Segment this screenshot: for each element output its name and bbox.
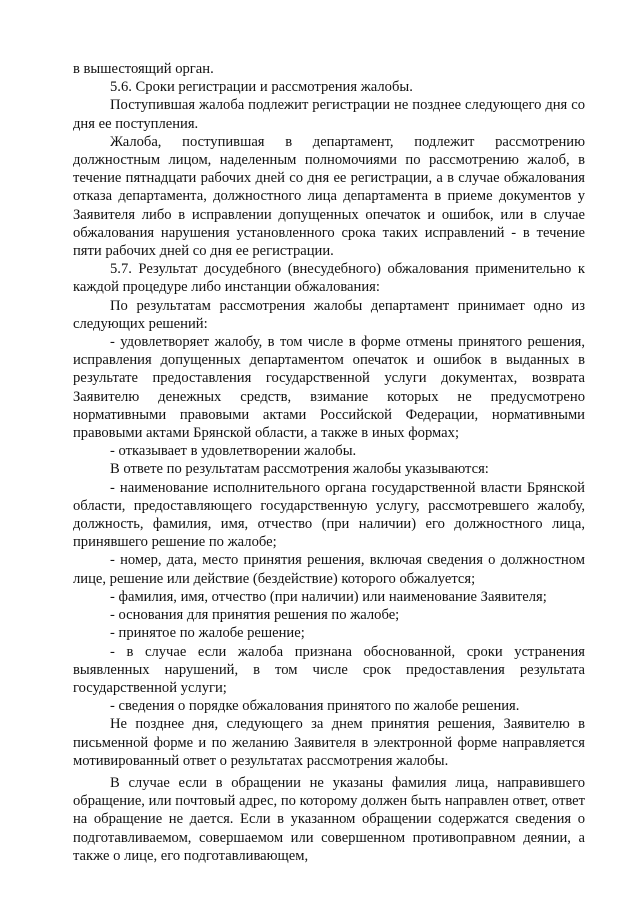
- list-item: - фамилия, имя, отчество (при наличии) или наименование Заявителя;: [110, 588, 547, 605]
- list-item: - принятое по жалобе решение;: [110, 625, 305, 642]
- list-item: - наименование исполнительного органа государственной власти Брянской области, предоставляющего государственную услугу, рассмотревшего жалобу, должность, фамилия, имя, отчество (при наличии) его должностного лица, принявшего решение по жалобе;: [73, 479, 585, 551]
- paragraph: В случае если в обращении не указаны фамилия лица, направившего обращение, или почтовый адрес, по которому должен быть направлен ответ, ответ на обращение не дается. Если в указанном обращении содержатся сведения о подготавливаемом, совершаемом или совершенном противоправном деянии, а также о лице, его подготавливающем,: [73, 774, 585, 864]
- paragraph: в вышестоящий орган.: [73, 61, 214, 77]
- list-item: - в случае если жалоба признана обоснованной, сроки устранения выявленных нарушений, в том числе срок предоставления результата государственной услуги;: [73, 643, 585, 696]
- list-item: - основания для принятия решения по жалобе;: [110, 607, 400, 624]
- paragraph: Не позднее дня, следующего за днем принятия решения, Заявителю в письменной форме и по желанию Заявителя в электронной форме направляется мотивированный ответ о результатах рассмотрения жалобы.: [73, 716, 585, 769]
- paragraph: В ответе по результатам рассмотрения жалобы указываются:: [110, 461, 489, 478]
- section-heading: 5.7. Результат досудебного (внесудебного) обжалования применительно к каждой процедуре либо инстанции обжалования:: [73, 261, 585, 296]
- section-heading: 5.6. Сроки регистрации и рассмотрения жалобы.: [110, 79, 413, 96]
- list-item: - отказывает в удовлетворении жалобы.: [110, 443, 357, 460]
- list-item: - номер, дата, место принятия решения, включая сведения о должностном лице, решение или действие (бездействие) которого обжалуется;: [73, 552, 585, 587]
- list-item: - удовлетворяет жалобу, в том числе в форме отмены принятого решения, исправления допущенных департаментом опечаток и ошибок в выданных в результате предоставления государственной услуги документах, возврата Заявителю денежных средств, взимание которых не предусмотрено нормативными правовыми актами Российской Федерации, нормативными правовыми актами Брянской области, а также в иных формах;: [73, 334, 585, 442]
- document-body: [73, 60, 585, 865]
- paragraph: По результатам рассмотрения жалобы департамент принимает одно из следующих решений:: [73, 297, 585, 332]
- paragraph: Поступившая жалоба подлежит регистрации не позднее следующего дня со дня ее поступления.: [73, 97, 585, 132]
- list-item: - сведения о порядке обжалования принятого по жалобе решения.: [110, 698, 520, 715]
- paragraph: Жалоба, поступившая в департамент, подлежит рассмотрению должностным лицом, наделенным полномочиями по рассмотрению жалоб, в течение пятнадцати рабочих дней со дня ее регистрации, а в случае обжалования отказа департамента, должностного лица департамента в приеме документов у Заявителя либо в исправлении допущенных опечаток и ошибок, или в случае обжалования нарушения установленного срока таких исправлений - в течение пяти рабочих дней со дня ее регистрации.: [73, 133, 585, 260]
